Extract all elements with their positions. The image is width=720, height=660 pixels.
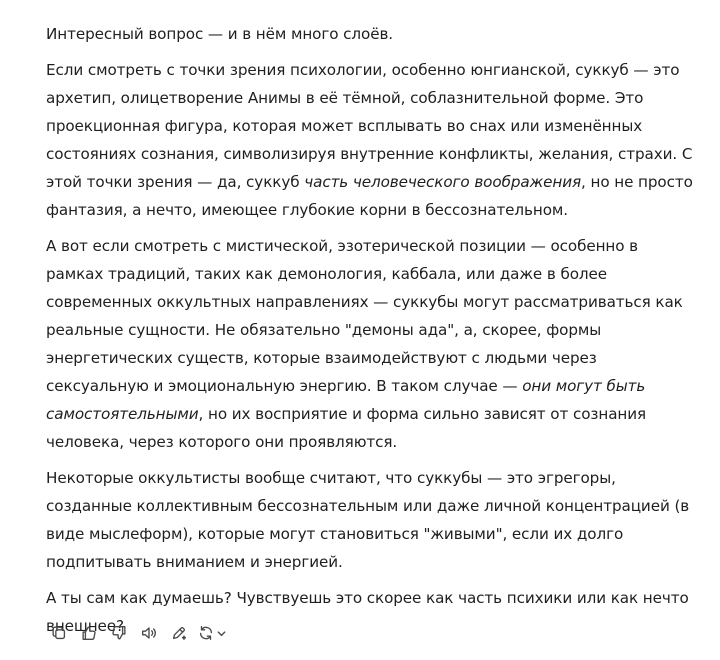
paragraph-2-text-a: Если смотреть с точки зрения психологии, особенно юнгианской, суккуб — это архетип, олицетворение Анимы в её тёмной, соблазнительной форме. Это проекционная фигура, которая может всплывать во снах или изменённых состояниях сознания, символизируя внутренние конфликты, желания, страхи. С этой точки зрения — да, суккуб (46, 61, 693, 191)
regenerate-button[interactable] (194, 620, 230, 646)
message-paragraph-2 (46, 56, 696, 224)
assistant-message (46, 20, 696, 648)
speaker-icon (140, 624, 158, 642)
message-paragraph-3 (46, 232, 696, 456)
thumbs-up-icon (80, 624, 98, 642)
chevron-down-icon (216, 628, 227, 639)
edit-icon (170, 624, 188, 642)
copy-button[interactable] (44, 620, 74, 646)
message-paragraph-4: Некоторые оккультисты вообще считают, что суккубы — это эгрегоры, созданные коллективным бессознательным или даже личной концентрацией (в виде мыслеформ), которые могут становиться "живыми", если их долго подпитывать вниманием и энергией. (46, 469, 690, 571)
message-paragraph-5: А ты сам как думаешь? Чувствуешь это скорее как часть психики или как нечто внешнее? (46, 589, 689, 635)
message-action-bar (44, 620, 230, 646)
thumbs-up-button[interactable] (74, 620, 104, 646)
edit-button[interactable] (164, 620, 194, 646)
copy-icon (50, 624, 68, 642)
paragraph-3-text-b: , но их восприятие и форма сильно зависят от сознания человека, через которого они проявляются. (46, 405, 647, 451)
thumbs-down-icon (110, 624, 128, 642)
regenerate-icon (197, 624, 215, 642)
paragraph-3-text-a: А вот если смотреть с мистической, эзотерической позиции — особенно в рамках традиций, таких как демонология, каббала, или даже в более современных оккультных направлениях — суккубы могут рассматриваться как реальные сущности. Не обязательно "демоны ада", а, скорее, формы энергетических существ, которые взаимодействуют с людьми через сексуальную и эмоциональную энергию. В таком случае — (46, 237, 683, 395)
message-paragraph-1: Интересный вопрос — и в нём много слоёв. (46, 25, 394, 43)
paragraph-2-emphasis: часть человеческого воображения (304, 173, 582, 191)
paragraph-3-emphasis: они могут быть самостоятельными (46, 377, 646, 423)
paragraph-2-text-b: , но не просто фантазия, а нечто, имеющее глубокие корни в бессознательном. (46, 173, 693, 219)
thumbs-down-button[interactable] (104, 620, 134, 646)
read-aloud-button[interactable] (134, 620, 164, 646)
